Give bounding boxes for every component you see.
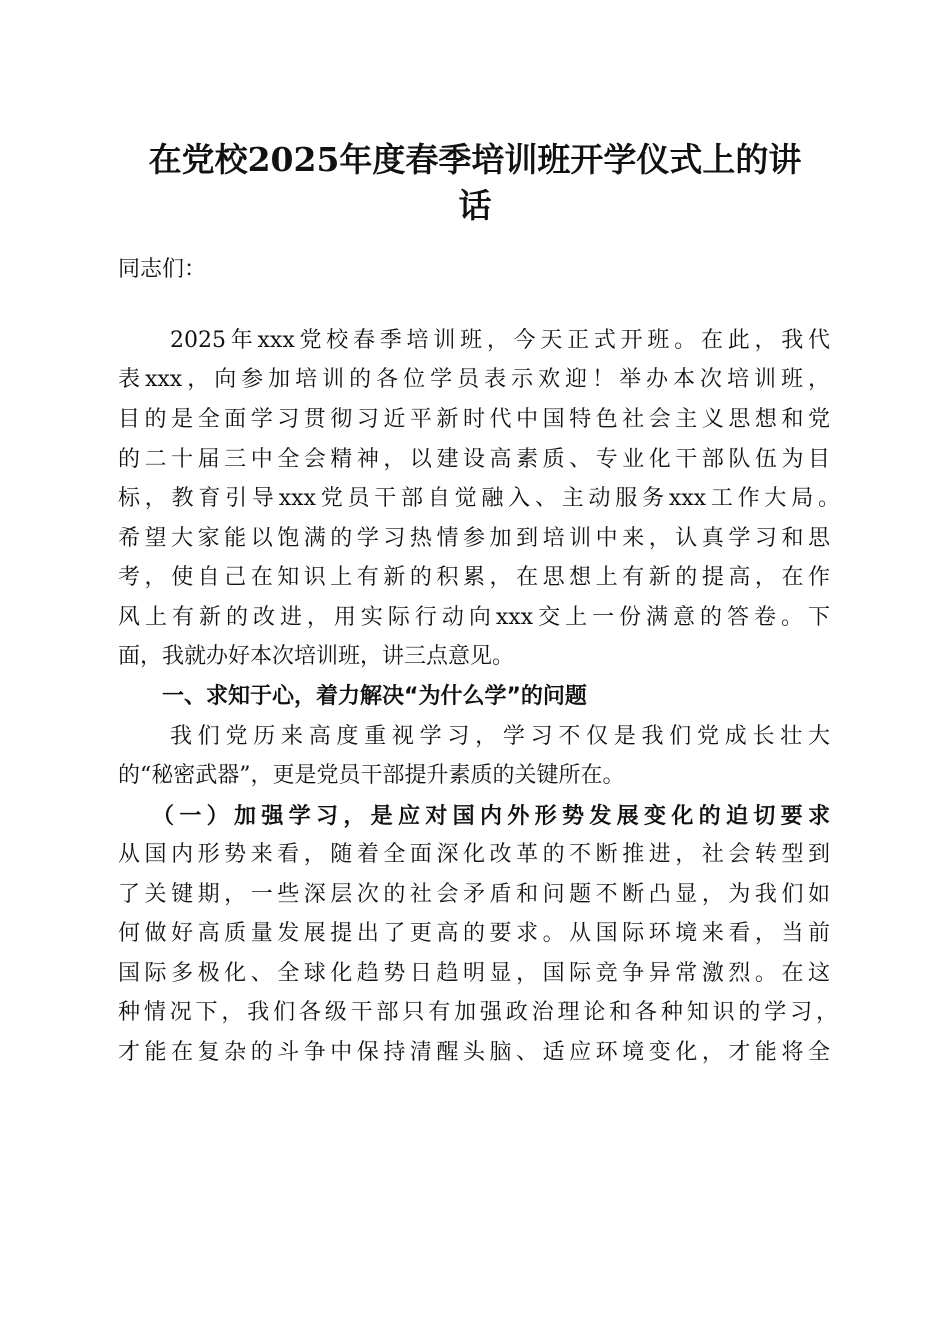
paragraph-1-line: 2025年xxx党校春季培训班，今天正式开班。在此，我代 <box>170 328 830 353</box>
paragraph-1-line: 考，使自己在知识上有新的积累，在思想上有新的提高，在作 <box>118 565 830 590</box>
document-title-line-2: 话 <box>458 186 492 225</box>
paragraph-1-line: 的二十届三中全会精神，以建设高素质、专业化干部队伍为目 <box>118 447 830 472</box>
paragraph-1-line: 希望大家能以饱满的学习热情参加到培训中来，认真学习和思 <box>118 526 830 551</box>
paragraph-3-line: 何做好高质量发展提出了更高的要求。从国际环境来看，当前 <box>118 921 830 946</box>
paragraph-3-line: 才能在复杂的斗争中保持清醒头脑、适应环境变化，才能将全 <box>118 1040 830 1065</box>
section-heading-1: 一、求知于心，着力解决“为什么学”的问题 <box>162 684 587 709</box>
paragraph-2-line: 的“秘密武器”，更是党员干部提升素质的关键所在。 <box>118 763 625 788</box>
paragraph-1-line: 目的是全面学习贯彻习近平新时代中国特色社会主义思想和党 <box>118 407 830 432</box>
paragraph-2-line: 我们党历来高度重视学习，学习不仅是我们党成长壮大 <box>170 724 830 749</box>
paragraph-3-line: 从国内形势来看，随着全面深化改革的不断推进，社会转型到 <box>118 842 830 867</box>
paragraph-1-line: 表xxx，向参加培训的各位学员表示欢迎！举办本次培训班， <box>118 367 830 392</box>
subheading-1: （一）加强学习，是应对国内外形势发展变化的迫切要求 <box>152 803 830 829</box>
paragraph-1-line: 面，我就办好本次培训班，讲三点意见。 <box>118 644 515 669</box>
paragraph-3-line: 种情况下，我们各级干部只有加强政治理论和各种知识的学习， <box>118 1000 838 1025</box>
paragraph-3-line: 了关键期，一些深层次的社会矛盾和问题不断凸显，为我们如 <box>118 882 830 907</box>
paragraph-1-line: 风上有新的改进，用实际行动向xxx交上一份满意的答卷。下 <box>118 605 830 630</box>
document-title-line-1: 在党校2025年度春季培训班开学仪式上的讲 <box>148 140 802 179</box>
salutation: 同志们： <box>118 257 207 282</box>
paragraph-3-line: 国际多极化、全球化趋势日趋明显，国际竞争异常激烈。在这 <box>118 961 830 986</box>
paragraph-1-line: 标，教育引导xxx党员干部自觉融入、主动服务xxx工作大局。 <box>118 486 840 511</box>
